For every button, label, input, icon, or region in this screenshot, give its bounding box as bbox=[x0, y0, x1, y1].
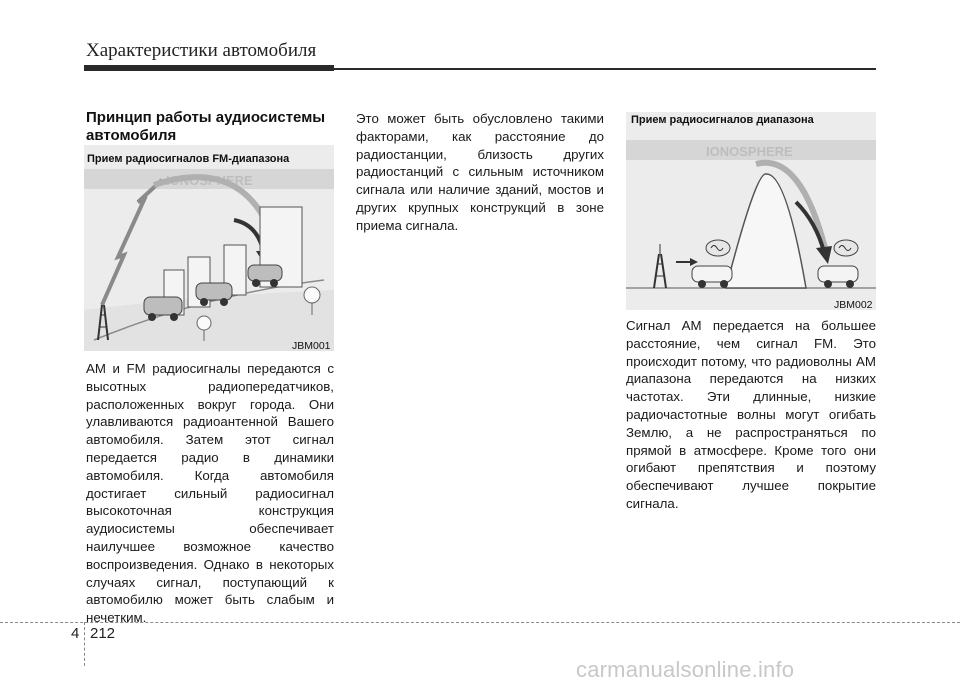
body-text-col1: AM и FM радиосигналы передаются с высотных радиопередатчиков, расположенных вокруг города. Они улавливаются радиоантенной Вашего автомобиля. Затем этот сигнал передается радио в динамики автомобиля. Когда автомобиля достигает сильный радиосигнал высокоточная конструкция аудиосистемы обеспечивает наилучшее возможное качество воспроизведения. Однако в некоторых случаях сигнал, поступающий к автомобилю может быть слабым и нечетким. bbox=[86, 361, 334, 626]
chapter-number: 4 bbox=[71, 625, 80, 642]
am-reception-illustration bbox=[626, 112, 876, 310]
speaker-sound-icon bbox=[834, 240, 858, 256]
car-icon bbox=[692, 266, 732, 288]
fm-figure-label: Прием радиосигналов FM-диапазона bbox=[87, 153, 290, 165]
ionosphere-label: IONOSPHERE bbox=[166, 173, 253, 188]
page-number: 212 bbox=[90, 625, 116, 642]
am-reception-figure bbox=[626, 112, 876, 310]
am-figure-code: JBM002 bbox=[834, 299, 873, 311]
body-text-col2: Это может быть обусловлено такими факторами, как расстояние до радиостанции, близость других радиостанций с сильным источником сигнала или наличие зданий, мостов и других крупных конструкций в зоне приема сигнала. bbox=[356, 111, 604, 233]
radio-tower-icon bbox=[654, 244, 666, 288]
am-figure-label: Прием радиосигналов диапазона bbox=[631, 114, 814, 126]
section-title: Принцип работы аудиосистемы автомобиля bbox=[86, 109, 326, 144]
header-rule-thick bbox=[84, 65, 334, 71]
speaker-sound-icon bbox=[706, 240, 730, 256]
fm-figure-code: JBM001 bbox=[292, 340, 331, 352]
fm-reception-illustration bbox=[84, 145, 334, 351]
watermark: carmanualsonline.info bbox=[576, 657, 795, 682]
header-rule-thin bbox=[334, 68, 876, 70]
fm-reception-figure bbox=[84, 145, 334, 351]
body-text-col3: Сигнал AM передается на большее расстояние, чем сигнал FM. Это происходит потому, что радиоволны AM диапазона передаются на низких частотах. Эти длинные, низкие радиочастотные волны могут огибать Землю, а не распространяться по прямой в атмосфере. Кроме того они огибают препятствия и поэтому обеспечивают лучшее покрытие сигнала. bbox=[626, 318, 876, 511]
ionosphere-label: IONOSPHERE bbox=[706, 144, 793, 159]
footer-divider bbox=[84, 622, 85, 666]
page-header-title: Характеристики автомобиля bbox=[86, 40, 317, 61]
footer-rule bbox=[0, 622, 960, 623]
car-icon bbox=[818, 266, 858, 288]
